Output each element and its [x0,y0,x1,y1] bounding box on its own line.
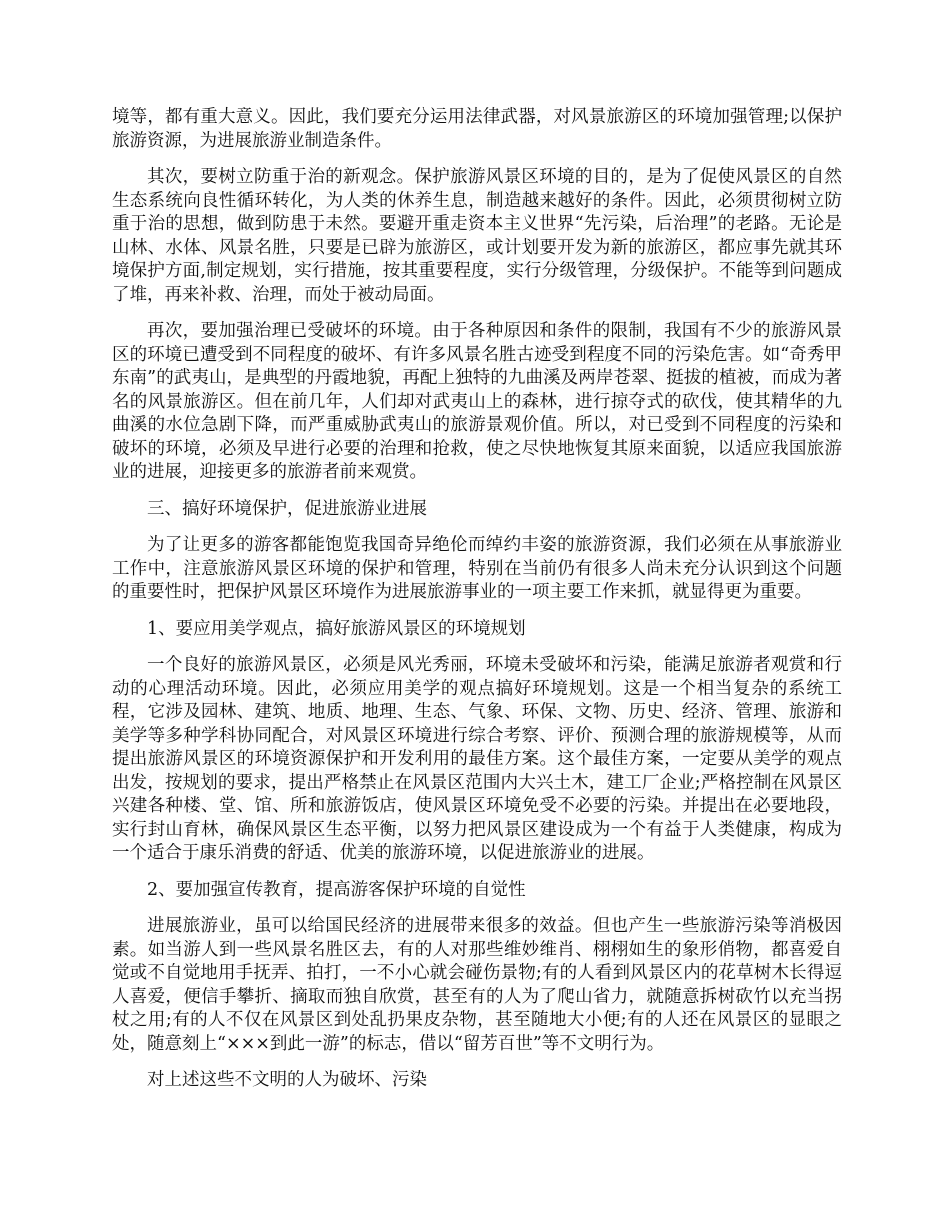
paragraph: 境等，都有重大意义。因此，我们要充分运用法律武器，对风景旅游区的环境加强管理;以保护旅游资源，为进展旅游业制造条件。 [112,107,842,151]
subsection-heading: 2、要加强宣传教育，提高游客保护环境的自觉性 [147,879,526,900]
document-page [112,106,842,1106]
paragraph: 一个良好的旅游风景区，必须是风光秀丽，环境未受破坏和污染，能满足旅游者观赏和行动的心理活动环境。因此，必须应用美学的观点搞好环境规划。这是一个相当复杂的系统工程，它涉及园林、建筑、地质、地理、生态、气象、环保、文物、历史、经济、管理、旅游和美学等多种学科协同配合，对风景区环境进行综合考察、评价、预测合理的旅游规模等，从而提出旅游风景区的环境资源保护和开发利用的最佳方案。这个最佳方案，一定要从美学的观点出发，按规划的要求，提出严格禁止在风景区范围内大兴土木，建工厂企业;严格控制在风景区兴建各种楼、堂、馆、所和旅游饭店，使风景区环境免受不必要的污染。并提出在必要地段，实行封山育林，确保风景区生态平衡，以努力把风景区建设成为一个有益于人类健康，构成为一个适合于康乐消费的舒适、优美的旅游环境，以促进旅游业的进展。 [112,655,842,863]
paragraph: 对上述这些不文明的人为破坏、污染 [147,1070,427,1090]
paragraph: 再次，要加强治理已受破坏的环境。由于各种原因和条件的限制，我国有不少的旅游风景区的环境已遭受到不同程度的破坏、有许多风景名胜古迹受到程度不同的污染危害。如“奇秀甲东南”的武夷山，是典型的丹霞地貌，再配上独特的九曲溪及两岸苍翠、挺拔的植被，而成为著名的风景旅游区。但在前几年，人们却对武夷山上的森林，进行掠夺式的砍伐，使其精华的九曲溪的水位急剧下降，而严重威胁武夷山的旅游景观价值。所以，对已受到不同程度的污染和破坏的环境，必须及早进行必要的治理和抢救，使之尽快地恢复其原来面貌，以适应我国旅游业的进展，迎接更多的旅游者前来观赏。 [112,321,842,482]
paragraph: 为了让更多的游客都能饱览我国奇异绝伦而绰约丰姿的旅游资源，我们必须在从事旅游业工作中，注意旅游风景区环境的保护和管理，特别在当前仍有很多人尚未充分认识到这个问题的重要性时，把保护风景区环境作为进展旅游事业的一项主要工作来抓，就显得更为重要。 [112,535,842,602]
section-heading: 三、搞好环境保护，促进旅游业进展 [147,498,427,519]
paragraph: 其次，要树立防重于治的新观念。保护旅游风景区环境的目的，是为了促使风景区的自然生态系统向良性循环转化，为人类的休养生息，制造越来越好的条件。因此，必须贯彻树立防重于治的思想，做到防患于未然。要避开重走资本主义世界“先污染，后治理”的老路。无论是山林、水体、风景名胜，只要是已辟为旅游区，或计划要开发为新的旅游区，都应事先就其环境保护方面,制定规划，实行措施，按其重要程度，实行分级管理，分级保护。不能等到问题成了堆，再来补救、治理，而处于被动局面。 [112,167,842,305]
subsection-heading: 1、要应用美学观点，搞好旅游风景区的环境规划 [147,618,526,639]
paragraph: 进展旅游业，虽可以给国民经济的进展带来很多的效益。但也产生一些旅游污染等消极因素。如当游人到一些风景名胜区去，有的人对那些维妙维肖、栩栩如生的象形俏物，都喜爱自觉或不自觉地用手抚弄、拍打，一不小心就会碰伤景物;有的人看到风景区内的花草树木长得逗人喜爱，便信手攀折、摘取而独自欣赏，甚至有的人为了爬山省力，就随意拆树砍竹以充当拐杖之用;有的人不仅在风景区到处乱扔果皮杂物，甚至随地大小便;有的人还在风景区的显眼之处，随意刻上“×××到此一游”的标志，借以“留芳百世”等不文明行为。 [112,916,842,1054]
